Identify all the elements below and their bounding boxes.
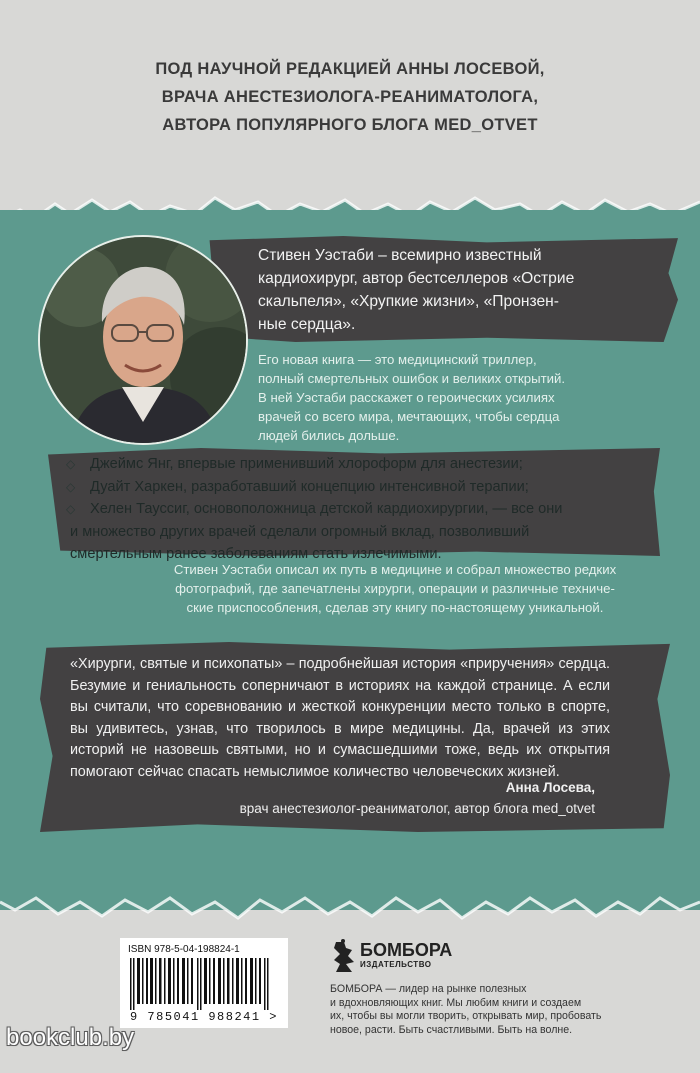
editor-quote: «Хирурги, святые и психопаты» – подробнейшая история «приручения» сердца. Безумие и гениальность соперничают в историях на каждой странице. А если вы считали, что соревнованию и жесткой конкуренции место только в спорте, вы удивитесь, узнав, что творилось в мире медицины. Да, врачей из этих историй не назовешь святыми, но и сумасшедшими тоже, ведь их открытия помогают сейчас спасать немыслимое количество человеческих жизней.: [70, 656, 610, 780]
publisher-subtitle: ИЗДАТЕЛЬСТВО: [360, 960, 432, 969]
intro-line: людей бились дольше.: [258, 428, 400, 443]
barcode-block: [120, 938, 288, 1028]
doctors-list: [66, 453, 680, 566]
bio-line: Стивен Уэстаби – всемирно известный: [258, 247, 542, 264]
site-watermark: bookclub.by: [6, 1024, 135, 1051]
editorial-header: [0, 55, 700, 139]
diamond-bullet-icon: ◇: [66, 479, 76, 494]
barcode-digits: 9 785041 988241 >: [130, 1010, 278, 1024]
barcode-icon: [128, 958, 278, 1010]
intro-line: полный смертельных ошибок и великих открытий.: [258, 371, 566, 386]
isbn-text: ISBN 978-5-04-198824-1: [128, 944, 240, 955]
outro-line: Стивен Уэстаби описал их путь в медицине и собрал множество редких: [173, 562, 617, 577]
author-bio: [258, 244, 678, 336]
diamond-bullet-icon: ◇: [66, 502, 76, 516]
outro-line: ские приспособления, сделав эту книгу по-настоящему уникальной.: [186, 600, 604, 615]
intro-line: Его новая книга — это медицинский триллер,: [258, 352, 537, 367]
intro-line: В ней Уэстаби расскажет о героических усилиях: [258, 390, 555, 405]
intro-line: врачей со всего мира, мечтающих, чтобы сердца: [258, 409, 560, 424]
header-line-2: ВРАЧА АНЕСТЕЗИОЛОГА-РЕАНИМАТОЛОГА,: [161, 88, 539, 106]
book-outro: [145, 560, 645, 617]
book-intro: [258, 350, 678, 445]
list-item: ◇ Джеймс Янг, впервые применивший хлороформ для анестезии;: [70, 453, 680, 476]
publisher-line: их, чтобы вы могли творить, открывать мир, пробовать: [330, 1010, 602, 1022]
bio-line: ные сердца».: [258, 316, 356, 333]
outro-line: фотографий, где запечатлены хирурги, операции и различные техниче-: [175, 581, 615, 596]
publisher-line: новое, расти. Быть счастливыми. Быть на волне.: [330, 1023, 573, 1036]
list-continuation: и множество других врачей сделали огромный вклад, позволивший: [70, 523, 530, 540]
diamond-bullet-icon: ◇: [66, 457, 76, 471]
signature-role: врач анестезиолог-реаниматолог, автор блога med_otvet: [239, 801, 595, 816]
list-item: ◇ Хелен Тауссиг, основоположница детской кардиохирургии, — все они: [70, 498, 680, 521]
publisher-description: [330, 983, 610, 1037]
bio-line: кардиохирург, автор бестселлеров «Острие: [258, 270, 575, 287]
header-line-3: АВТОРА ПОПУЛЯРНОГО БЛОГА MED_OTVET: [162, 116, 538, 134]
signature-name: Анна Лосева,: [505, 780, 595, 795]
publisher-line: и вдохновляющих книг. Мы любим книги и создаем: [330, 996, 582, 1009]
torn-paper-edge-bottom: [0, 880, 700, 930]
publisher-name: БОМБОРА: [360, 940, 453, 960]
quote-signature: [240, 777, 595, 819]
list-continuation: смертельным ранее заболеваниям стать излечимыми.: [70, 546, 442, 562]
list-item: ◇ Дуайт Харкен, разработавший концепцию интенсивной терапии;: [70, 476, 680, 499]
header-line-1: ПОД НАУЧНОЙ РЕДАКЦИЕЙ АННЫ ЛОСЕВОЙ,: [155, 60, 545, 78]
author-photo: [38, 235, 248, 445]
publisher-line: БОМБОРА — лидер на рынке полезных: [330, 983, 527, 995]
bio-line: скальпеля», «Хрупкие жизни», «Пронзен-: [258, 293, 559, 310]
